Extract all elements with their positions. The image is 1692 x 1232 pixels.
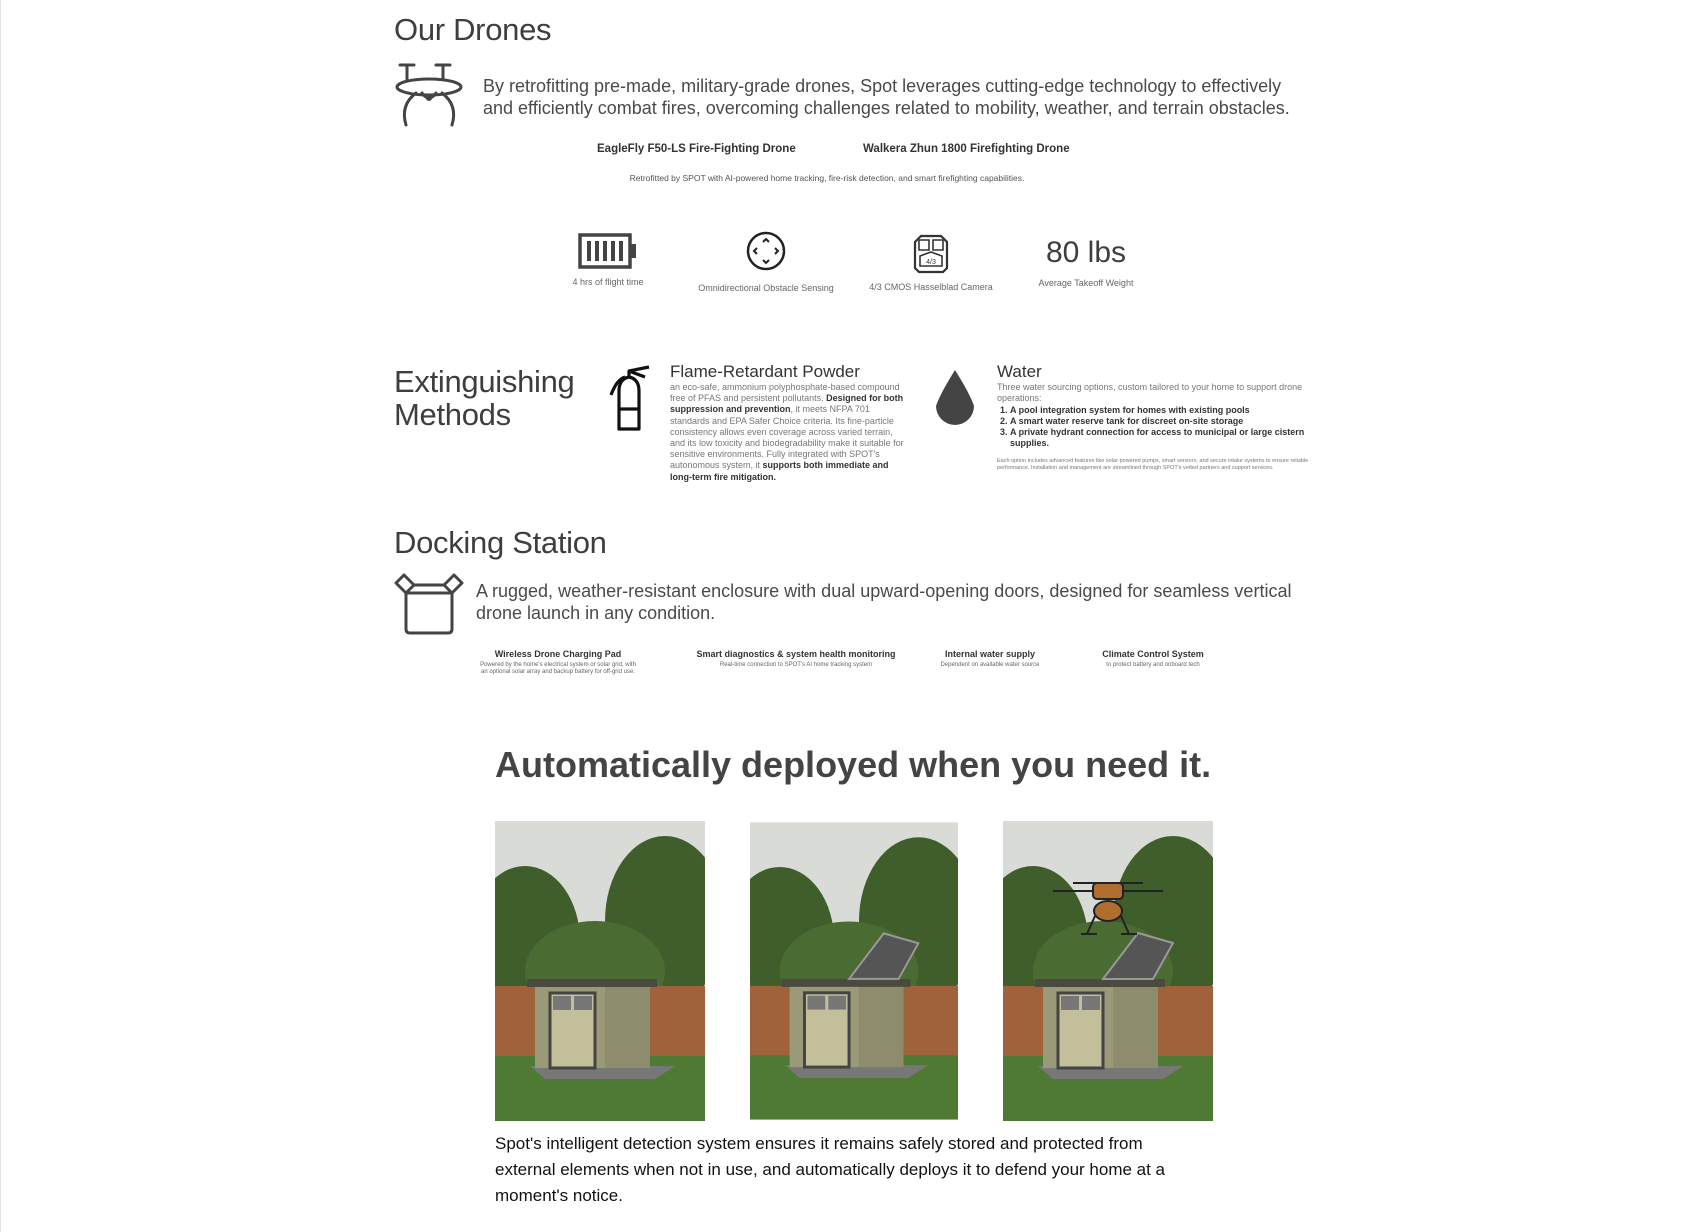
section-title-extinguishing: Extinguishing Methods: [394, 364, 575, 432]
spec-camera: [846, 234, 1016, 292]
shed-side: [859, 986, 904, 1067]
shed-side: [605, 986, 650, 1068]
spec-weight: [1001, 236, 1171, 288]
spec-label: Average Takeoff Weight: [1038, 278, 1134, 288]
water-method: [997, 362, 1317, 472]
drone-model-walkera: Walkera Zhun 1800 Firefighting Drone: [863, 143, 1070, 155]
water-drop-icon: [934, 368, 976, 428]
powder-description: an eco-safe, ammonium polyphosphate-based compound free of PFAS and persistent pollutants. Designed for both suppression and prevention, it meets NFPA 701 standards and EPA Safer Choice criteria. Its fine-particle consistency allows even coverage across varied terrain, and its low toxicity and biodegradability make it suitable for sensitive environments. Fully integrated with SPOT's autonomous system, it supports both immediate and long-term fire mitigation.: [670, 382, 904, 482]
spec-label: Omnidirectional Obstacle Sensing: [698, 283, 834, 293]
deploy-image-closed: [495, 821, 705, 1121]
powder-title: Flame-Retardant Powder: [670, 362, 860, 381]
section-title-drones: Our Drones: [394, 12, 552, 47]
retrofit-note: Retrofitted by SPOT with AI-powered home tracking, fire-risk detection, and smart firefighting capabilities.: [629, 173, 1025, 183]
drones-description: By retrofitting pre-made, military-grade drones, Spot leverages cutting-edge technology to effectively and efficiently combat fires, overcoming challenges related to mobility, weather, and terrain obstacles.: [483, 76, 1290, 118]
docking-feature: Smart diagnostics & system health monitoring Real-time connection to SPOT's AI home tracking system: [696, 649, 896, 668]
drone-icon: [394, 63, 464, 127]
section-title-docking: Docking Station: [394, 525, 607, 560]
water-option: 3. A private hydrant connection for access to municipal or large cistern supplies.: [1010, 427, 1317, 449]
spec-flight-time: [523, 233, 693, 287]
svg-text:4/3: 4/3: [926, 259, 936, 266]
water-intro: Three water sourcing options, custom tailored to your home to support drone operations:: [997, 382, 1303, 404]
deploy-image-opening: [750, 821, 958, 1121]
docking-description: A rugged, weather-resistant enclosure with dual upward-opening doors, designed for seamless vertical drone launch in any condition.: [476, 581, 1292, 623]
docking-box-icon: [394, 573, 464, 635]
water-option: 1. A pool integration system for homes with existing pools: [1010, 405, 1317, 416]
shed-side: [1113, 986, 1158, 1068]
deploy-image-launching: [1003, 821, 1213, 1121]
spec-obstacle-sensing: [681, 231, 851, 293]
shed-roof: [1035, 979, 1165, 987]
camera-icon: [911, 234, 951, 274]
spec-value: 80 lbs: [1045, 236, 1127, 269]
drone-model-eaglefly: EagleFly F50-LS Fire-Fighting Drone: [597, 143, 796, 155]
deploy-caption: Spot's intelligent detection system ensures it remains safely stored and protected from external elements when not in use, and automatically deploys it to defend your home at a moment's notice.: [495, 1134, 1166, 1205]
shed-roof: [527, 979, 657, 987]
water-title: Water: [997, 362, 1042, 381]
battery-icon: [578, 233, 638, 269]
water-note: Each option includes advanced features like solar-powered pumps, smart sensors, and secure intake systems to ensure reliable performance. Installation and management are streamlined through SPOT's vetted partners and support services.: [997, 458, 1309, 472]
docking-feature: Climate Control System to protect battery and onboard tech: [1102, 649, 1204, 668]
obstacle-sensing-icon: [745, 231, 787, 271]
spec-label: 4 hrs of flight time: [572, 277, 644, 287]
docking-feature: Internal water supply Dependent on available water source: [940, 649, 1040, 668]
spec-label: 4/3 CMOS Hasselblad Camera: [869, 282, 993, 292]
water-options: [997, 405, 1317, 449]
powder-method: [670, 362, 910, 483]
fire-extinguisher-icon: [607, 365, 653, 431]
docking-feature: Wireless Drone Charging Pad Powered by the home's electrical system or solar grid, with an optional solar array and backup battery for off-grid use.: [480, 649, 636, 675]
shed-roof: [782, 979, 911, 987]
deploy-headline: Automatically deployed when you need it.: [495, 744, 1212, 785]
water-option: 2. A smart water reserve tank for discreet on-site storage: [1010, 416, 1317, 427]
